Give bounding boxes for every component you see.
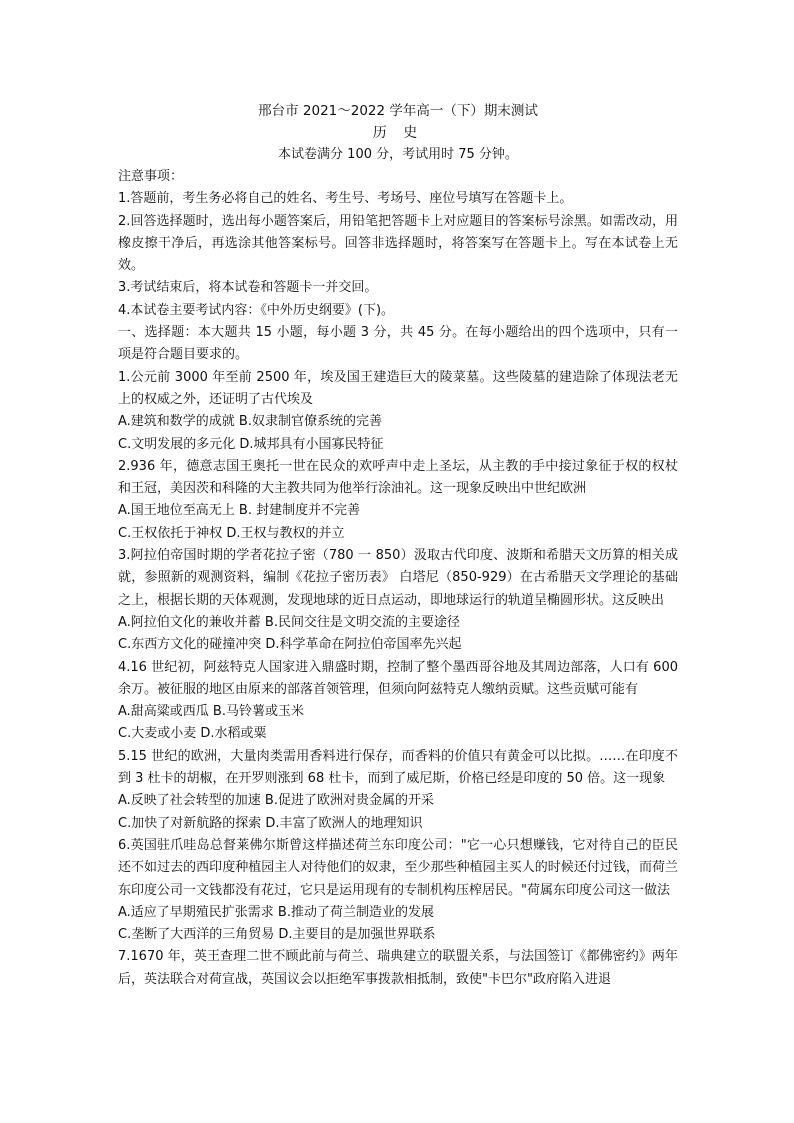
notes-section [118,166,678,322]
exam-info: 本试卷满分 100 分，考试用时 75 分钟。 [278,147,518,162]
exam-page [118,100,678,991]
question-options: C.垄断了大西洋的三角贸易 D.主要目的是加强世界联系 [118,927,436,943]
exam-subject: 历 史 [372,125,424,141]
section-heading: 一、选择题：本大题共 15 小题，每小题 3 分，共 45 分。在每小题给出的四个选项中，只有一项是符合题目要求的。 [118,325,678,363]
question-options: C.文明发展的多元化 D.城邦具有小国寡民特征 [118,436,384,452]
note-item: 4.本试卷主要考试内容：《中外历史纲要》(下)。 [118,302,395,318]
question-options: A.反映了社会转型的加速 B.促进了欧洲对贵金属的开采 [118,793,434,809]
exam-title: 邢台市 2021～2022 学年高一（下）期末测试 [258,103,538,119]
note-item: 3.考试结束后，将本试卷和答题卡一并交回。 [118,280,378,296]
question-7 [118,946,678,991]
question-stem: 6.英国驻爪哇岛总督莱佛尔斯曾这样描述荷兰东印度公司："它一心只想赚钱，它对待自己的臣民还不如过去的西印度种植园主人对待他们的奴隶，至少那些种植园主买人的时候还付过钱，而荷兰东印度公司一文钱都没有花过，它只是运用现有的专制机构压榨居民。"荷属东印度公司这一做法 [118,837,678,898]
question-options: A.阿拉伯文化的兼收并蓄 B.民间交往是文明交流的主要途径 [118,614,460,630]
question-5 [118,746,678,835]
question-options: C.大麦或小麦 D.水稻或粟 [118,726,267,742]
exam-header [118,100,678,166]
question-options: A.国王地位至高无上 B. 封建制度并不完善 [118,503,361,519]
question-6 [118,835,678,946]
note-item: 1.答题前，考生务必将自己的姓名、考生号、考场号、座位号填写在答题卡上。 [118,191,573,207]
question-options: C.加快了对新航路的探索 D.丰富了欧洲人的地理知识 [118,815,423,831]
question-1 [118,367,678,456]
question-4 [118,657,678,746]
question-options: C.东西方文化的碰撞冲突 D.科学革命在阿拉伯帝国率先兴起 [118,637,462,653]
note-item: 2.回答选择题时，选出每小题答案后，用铅笔把答题卡上对应题目的答案标号涂黑。如需改动，用橡皮擦干净后，再选涂其他答案标号。回答非选择题时，将答案写在答题卡上。写在本试卷上无效。 [118,213,678,274]
question-stem: 1.公元前 3000 年至前 2500 年，埃及国王建造巨大的陵菜墓。这些陵墓的建造除了体现法老无上的权威之外，还证明了古代埃及 [118,369,678,407]
question-options: A.建筑和数学的成就 B.奴隶制官僚系统的完善 [118,414,382,430]
question-stem: 2.936 年，德意志国王奥托一世在民众的欢呼声中走上圣坛，从主教的手中接过象征于权的权杖和王冠，美因茨和科隆的大主教共同为他举行涂油礼。这一现象反映出中世纪欧洲 [118,458,678,497]
question-stem: 7.1670 年，英王查理二世不顾此前与荷兰、瑞典建立的联盟关系，与法国签订《都佛密约》两年后，英法联合对荷宣战，英国议会以拒绝军事拨款相抵制，致使"卡巴尔"政府陷入进退 [118,949,678,987]
question-stem: 3.阿拉伯帝国时期的学者花拉子密（780 一 850）汲取古代印度、波斯和希腊天文历算的相关成就，参照新的观测资料，编制《花拉子密历表》 白塔尼（850-929）在古希腊天文学理论的基础之上，根据长期的天体观测，发现地球的近日点运动，即地球运行的轨道呈椭圆形状。这反映出 [118,548,678,608]
question-options: A.甜高粱或西瓜 B.马铃薯或玉米 [118,704,304,720]
question-options: A.适应了早期殖民扩张需求 B.推动了荷兰制造业的发展 [118,904,434,920]
question-3 [118,545,678,656]
question-stem: 5.15 世纪的欧洲，大量肉类需用香料进行保存，而香料的价值只有黄金可以比拟。……在印度不到 3 杜卡的胡椒，在开罗则涨到 68 杜卡，而到了威尼斯，价格已经是印度的 50 倍。这一现象 [118,748,678,787]
question-stem: 4.16 世纪初，阿兹特克人国家进入鼎盛时期，控制了整个墨西哥谷地及其周边部落，人口有 600 余万。被征服的地区由原来的部落首领管理，但须向阿兹特克人缴纳贡赋。这些贡赋可能有 [118,659,678,697]
question-options: C.王权依托于神权 D.王权与教权的并立 [118,525,345,541]
notes-heading: 注意事项： [118,169,184,184]
question-2 [118,456,678,545]
